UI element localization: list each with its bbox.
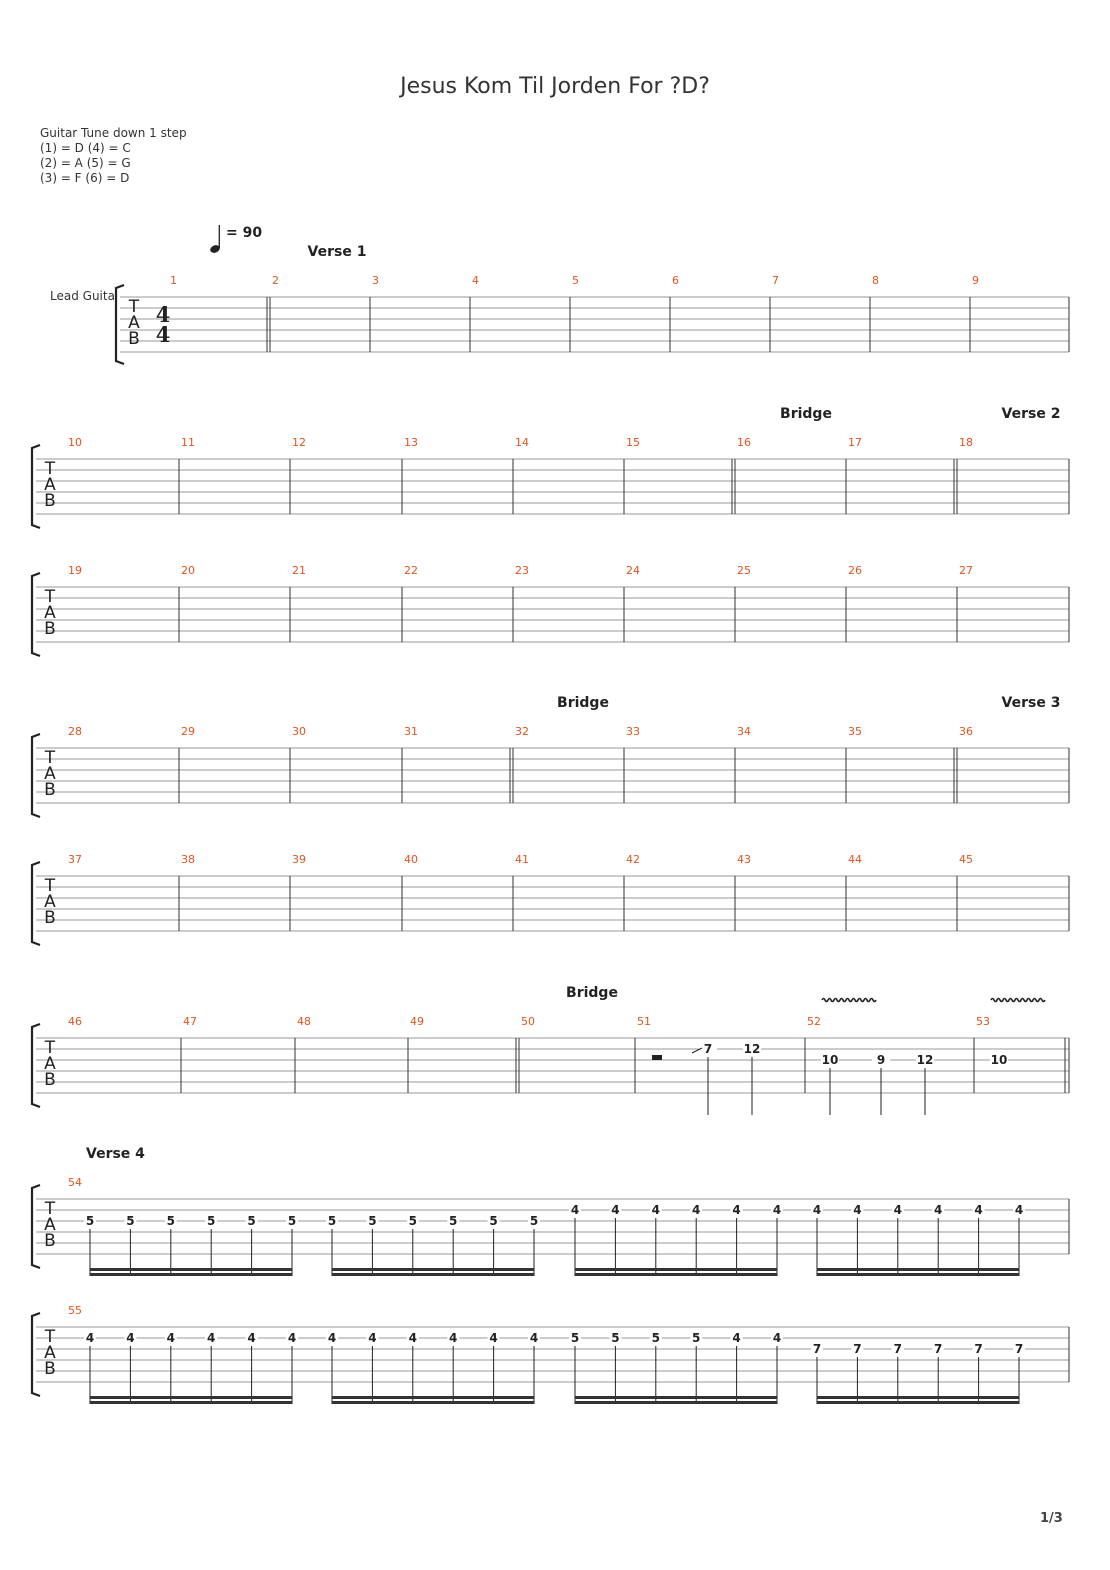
measure-number: 19 bbox=[68, 564, 82, 577]
beam bbox=[332, 1268, 534, 1271]
fret-number: 4 bbox=[408, 1331, 417, 1345]
measure-number: 26 bbox=[848, 564, 862, 577]
fret-number: 12 bbox=[916, 1053, 934, 1067]
measure-number: 29 bbox=[181, 725, 195, 738]
tuning-line-2: (2) = A (5) = G bbox=[40, 156, 131, 170]
fret-number: 7 bbox=[974, 1342, 983, 1356]
tab-letter-a: A bbox=[44, 603, 56, 623]
fret-number: 4 bbox=[1014, 1203, 1024, 1217]
measure-number: 42 bbox=[626, 853, 640, 866]
beam bbox=[332, 1401, 534, 1404]
tempo-value: = 90 bbox=[226, 225, 263, 241]
measure-number: 39 bbox=[292, 853, 306, 866]
measure-number: 3 bbox=[372, 274, 379, 287]
page-number: 1/3 bbox=[1040, 1511, 1063, 1526]
measure-number: 14 bbox=[515, 436, 529, 449]
fret-number: 5 bbox=[166, 1214, 175, 1228]
section-label: Bridge bbox=[566, 985, 618, 1001]
tab-letter-b: B bbox=[128, 329, 140, 349]
measure-number: 21 bbox=[292, 564, 306, 577]
section-label: Verse 4 bbox=[86, 1146, 145, 1162]
fret-number: 5 bbox=[529, 1214, 539, 1228]
beam bbox=[90, 1268, 292, 1271]
beam bbox=[575, 1273, 777, 1276]
fret-number: 4 bbox=[692, 1203, 701, 1217]
measure-number: 41 bbox=[515, 853, 529, 866]
tab-letter-b: B bbox=[44, 619, 56, 639]
measure-number: 35 bbox=[848, 725, 862, 738]
measure-number: 10 bbox=[68, 436, 82, 449]
fret-number: 4 bbox=[247, 1331, 256, 1345]
fret-number: 4 bbox=[489, 1331, 498, 1345]
tab-letter-t: T bbox=[44, 1199, 56, 1219]
fret-number: 4 bbox=[732, 1331, 741, 1345]
fret-number: 12 bbox=[743, 1042, 761, 1056]
fret-number: 7 bbox=[853, 1342, 862, 1356]
tab-letter-a: A bbox=[44, 764, 56, 784]
fret-number: 4 bbox=[893, 1203, 902, 1217]
fret-number: 10 bbox=[990, 1053, 1008, 1067]
fret-number: 4 bbox=[853, 1203, 862, 1217]
system-bracket bbox=[32, 1024, 40, 1107]
fret-number: 5 bbox=[327, 1214, 337, 1228]
measure-number: 54 bbox=[68, 1176, 82, 1189]
fret-number: 5 bbox=[126, 1214, 135, 1228]
measure-number: 18 bbox=[959, 436, 973, 449]
fret-number: 5 bbox=[651, 1331, 660, 1345]
fret-number: 9 bbox=[876, 1053, 886, 1067]
measure-number: 7 bbox=[772, 274, 779, 287]
tab-letter-a: A bbox=[44, 475, 56, 495]
fret-number: 5 bbox=[368, 1214, 377, 1228]
fret-number: 4 bbox=[449, 1331, 458, 1345]
tab-letter-a: A bbox=[44, 1215, 56, 1235]
tab-letter-b: B bbox=[44, 780, 56, 800]
fret-number: 5 bbox=[570, 1331, 580, 1345]
measure-number: 9 bbox=[972, 274, 979, 287]
fret-number: 7 bbox=[934, 1342, 943, 1356]
measure-number: 48 bbox=[297, 1015, 311, 1028]
fret-number: 5 bbox=[287, 1214, 297, 1228]
measure-number: 6 bbox=[672, 274, 679, 287]
measure-number: 43 bbox=[737, 853, 751, 866]
fret-number: 4 bbox=[611, 1203, 620, 1217]
fret-number: 4 bbox=[772, 1331, 782, 1345]
fret-number: 5 bbox=[85, 1214, 95, 1228]
fret-number: 4 bbox=[207, 1331, 216, 1345]
fret-number: 4 bbox=[166, 1331, 175, 1345]
fret-number: 4 bbox=[368, 1331, 377, 1345]
measure-number: 32 bbox=[515, 725, 529, 738]
fret-number: 4 bbox=[327, 1331, 337, 1345]
tab-letter-t: T bbox=[44, 1038, 56, 1058]
fret-number: 5 bbox=[408, 1214, 417, 1228]
fret-number: 5 bbox=[611, 1331, 620, 1345]
vibrato-mark bbox=[822, 999, 876, 1002]
section-label: Verse 2 bbox=[1001, 406, 1061, 422]
beam bbox=[90, 1401, 292, 1404]
system-bracket bbox=[32, 1313, 40, 1396]
measure-number: 27 bbox=[959, 564, 973, 577]
measure-number: 38 bbox=[181, 853, 195, 866]
tab-letter-t: T bbox=[44, 748, 56, 768]
measure-number: 28 bbox=[68, 725, 82, 738]
measure-number: 13 bbox=[404, 436, 418, 449]
tab-letter-t: T bbox=[44, 587, 56, 607]
fret-number: 10 bbox=[821, 1053, 839, 1067]
measure-number: 55 bbox=[68, 1304, 82, 1317]
rest-symbol bbox=[652, 1055, 662, 1060]
tab-letter-t: T bbox=[128, 297, 140, 317]
measure-number: 8 bbox=[872, 274, 879, 287]
fret-number: 4 bbox=[529, 1331, 539, 1345]
tuning-line-3: (3) = F (6) = D bbox=[40, 171, 130, 185]
measure-number: 20 bbox=[181, 564, 195, 577]
beam bbox=[817, 1273, 1019, 1276]
section-label: Bridge bbox=[780, 406, 832, 422]
measure-number: 50 bbox=[521, 1015, 535, 1028]
fret-number: 4 bbox=[85, 1331, 95, 1345]
measure-number: 30 bbox=[292, 725, 306, 738]
measure-number: 16 bbox=[737, 436, 751, 449]
fret-number: 5 bbox=[692, 1331, 701, 1345]
fret-number: 5 bbox=[449, 1214, 458, 1228]
measure-number: 51 bbox=[637, 1015, 651, 1028]
measure-number: 15 bbox=[626, 436, 640, 449]
measure-number: 33 bbox=[626, 725, 640, 738]
tab-letter-t: T bbox=[44, 459, 56, 479]
beam bbox=[817, 1268, 1019, 1271]
beam bbox=[817, 1396, 1019, 1399]
section-label: Verse 3 bbox=[1001, 695, 1061, 711]
beam bbox=[817, 1401, 1019, 1404]
tab-letter-t: T bbox=[44, 1327, 56, 1347]
fret-number: 5 bbox=[247, 1214, 256, 1228]
fret-number: 4 bbox=[570, 1203, 580, 1217]
song-title: Jesus Kom Til Jorden For ?D? bbox=[400, 74, 710, 99]
measure-number: 4 bbox=[472, 274, 479, 287]
measure-number: 36 bbox=[959, 725, 973, 738]
tab-letter-t: T bbox=[44, 876, 56, 896]
fret-number: 4 bbox=[812, 1203, 822, 1217]
section-label: Bridge bbox=[557, 695, 609, 711]
instrument-name: Lead Guita bbox=[50, 289, 115, 303]
fret-number: 4 bbox=[126, 1331, 135, 1345]
measure-number: 49 bbox=[410, 1015, 424, 1028]
time-signature-bottom: 4 bbox=[155, 322, 171, 347]
beam bbox=[332, 1396, 534, 1399]
fret-number: 5 bbox=[207, 1214, 216, 1228]
measure-number: 12 bbox=[292, 436, 306, 449]
measure-number: 37 bbox=[68, 853, 82, 866]
tab-letter-a: A bbox=[128, 313, 140, 333]
system-bracket bbox=[32, 734, 40, 817]
fret-number: 7 bbox=[703, 1042, 713, 1056]
measure-number: 44 bbox=[848, 853, 862, 866]
tab-letter-b: B bbox=[44, 1070, 56, 1090]
measure-number: 46 bbox=[68, 1015, 82, 1028]
measure-number: 23 bbox=[515, 564, 529, 577]
measure-number: 5 bbox=[572, 274, 579, 287]
measure-number: 40 bbox=[404, 853, 418, 866]
tab-letter-b: B bbox=[44, 1359, 56, 1379]
section-label: Verse 1 bbox=[307, 244, 367, 260]
measure-number: 31 bbox=[404, 725, 418, 738]
tab-letter-a: A bbox=[44, 1343, 56, 1363]
tab-letter-b: B bbox=[44, 491, 56, 511]
measure-number: 45 bbox=[959, 853, 973, 866]
measure-number: 52 bbox=[807, 1015, 821, 1028]
beam bbox=[575, 1401, 777, 1404]
measure-number: 34 bbox=[737, 725, 751, 738]
beam bbox=[575, 1268, 777, 1271]
tab-letter-b: B bbox=[44, 1231, 56, 1251]
fret-number: 7 bbox=[812, 1342, 822, 1356]
fret-number: 4 bbox=[651, 1203, 660, 1217]
measure-number: 11 bbox=[181, 436, 195, 449]
fret-number: 4 bbox=[934, 1203, 943, 1217]
beam bbox=[575, 1396, 777, 1399]
measure-number: 2 bbox=[272, 274, 279, 287]
beam bbox=[90, 1273, 292, 1276]
fret-number: 4 bbox=[287, 1331, 297, 1345]
measure-number: 47 bbox=[183, 1015, 197, 1028]
system-bracket bbox=[32, 1185, 40, 1268]
tuning-line-1: (1) = D (4) = C bbox=[40, 141, 131, 155]
fret-number: 4 bbox=[732, 1203, 741, 1217]
system-bracket bbox=[32, 573, 40, 656]
tab-letter-b: B bbox=[44, 908, 56, 928]
measure-number: 24 bbox=[626, 564, 640, 577]
tab-letter-a: A bbox=[44, 1054, 56, 1074]
tuning-header: Guitar Tune down 1 step bbox=[40, 126, 187, 140]
fret-number: 7 bbox=[1014, 1342, 1024, 1356]
measure-number: 22 bbox=[404, 564, 418, 577]
fret-number: 4 bbox=[974, 1203, 983, 1217]
fret-number: 7 bbox=[893, 1342, 902, 1356]
fret-number: 5 bbox=[489, 1214, 498, 1228]
measure-number: 25 bbox=[737, 564, 751, 577]
measure-number: 1 bbox=[170, 274, 177, 287]
beam bbox=[90, 1396, 292, 1399]
system-bracket bbox=[32, 445, 40, 528]
system-bracket bbox=[32, 862, 40, 945]
vibrato-mark bbox=[991, 999, 1045, 1002]
tab-letter-a: A bbox=[44, 892, 56, 912]
fret-number: 4 bbox=[772, 1203, 782, 1217]
measure-number: 53 bbox=[976, 1015, 990, 1028]
time-signature-top: 4 bbox=[155, 302, 171, 327]
measure-number: 17 bbox=[848, 436, 862, 449]
beam bbox=[332, 1273, 534, 1276]
